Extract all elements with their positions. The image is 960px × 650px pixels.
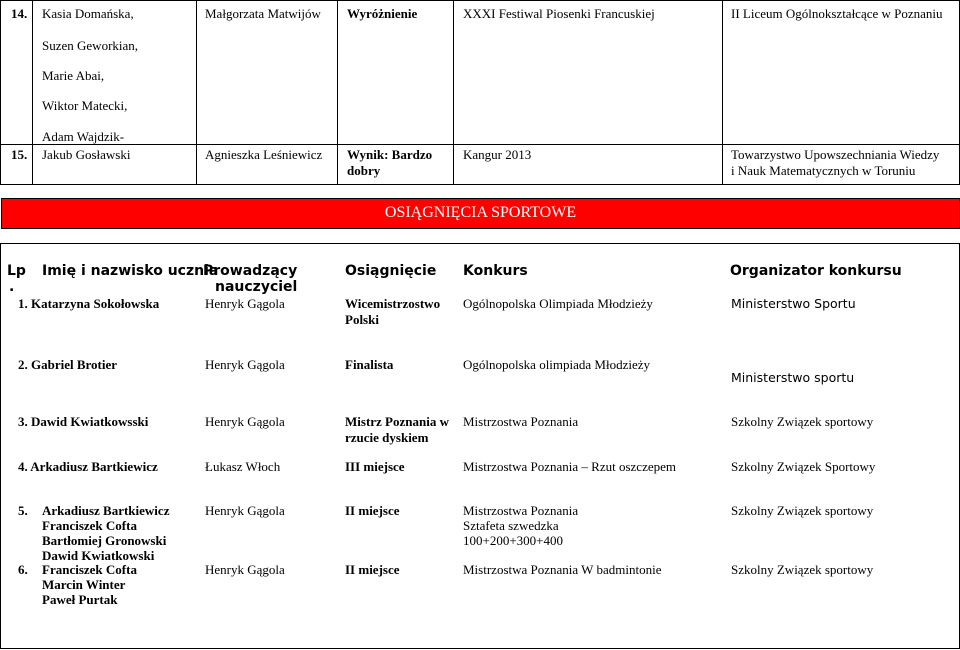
student-name: Arkadiusz Bartkiewicz [42, 503, 170, 518]
student-name: Adam Wajdzik- [42, 129, 125, 144]
header-result: Osiągnięcie [345, 263, 437, 279]
result: II miejsce [345, 503, 400, 518]
organizer: Szkolny Związek sportowy [731, 414, 874, 429]
result: III miejsce [345, 459, 405, 474]
teacher-name: Łukasz Włoch [205, 459, 281, 474]
teacher-name: Henryk Gągola [205, 503, 285, 518]
header-teacher: nauczyciel [215, 279, 298, 295]
contest: Sztafeta szwedzka [463, 518, 559, 533]
student-name: Marcin Winter [42, 577, 126, 592]
student-name: Paweł Purtak [42, 592, 118, 607]
contest: Mistrzostwa Poznania [463, 414, 579, 429]
organizer: Szkolny Związek sportowy [731, 562, 874, 577]
header-teacher: Prowadzący [203, 263, 298, 279]
header-organizer: Organizator konkursu [730, 263, 902, 279]
organizer: Ministerstwo Sportu [731, 296, 856, 311]
student-name: Suzen Geworkian, [42, 38, 139, 53]
lp-student: 4. Arkadiusz Bartkiewicz [18, 459, 158, 474]
contest: Mistrzostwa Poznania – Rzut oszczepem [463, 459, 676, 474]
teacher-name: Agnieszka Leśniewicz [205, 147, 323, 162]
section-banner [1, 198, 960, 229]
header-lp-dot: . [9, 279, 15, 295]
contest: Ogólnopolska olimpiada Młodzieży [463, 357, 651, 372]
result: Polski [345, 312, 379, 327]
row-lp: 14. [11, 6, 28, 21]
teacher-name: Henryk Gągola [205, 562, 285, 577]
student-name: Dawid Kwiatkowski [42, 548, 155, 563]
lp-student: 2. Gabriel Brotier [18, 357, 118, 372]
teacher-name: Henryk Gągola [205, 296, 285, 311]
teacher-name: Henryk Gągola [205, 357, 285, 372]
student-name: Franciszek Cofta [42, 562, 137, 577]
student-name: Jakub Gosławski [42, 147, 131, 162]
organizer: Towarzystwo Upowszechniania Wiedzy [731, 147, 940, 162]
result: Mistrz Poznania w [345, 414, 449, 429]
organizer: i Nauk Matematycznych w Toruniu [731, 163, 916, 178]
header-student: Imię i nazwisko ucznia [42, 263, 219, 279]
student-name: Kasia Domańska, [42, 6, 134, 21]
result: dobry [347, 163, 381, 178]
teacher-name: Małgorzata Matwijów [205, 6, 321, 21]
header-contest: Konkurs [463, 263, 528, 279]
student-name: Wiktor Matecki, [42, 98, 128, 113]
student-name: Bartłomiej Gronowski [42, 533, 167, 548]
row-lp: 15. [11, 147, 28, 162]
contest: Kangur 2013 [463, 147, 532, 162]
contest: 100+200+300+400 [463, 533, 563, 548]
contest: Ogólnopolska Olimpiada Młodzieży [463, 296, 653, 311]
lp-student: 3. Dawid Kwiatkowsski [18, 414, 149, 429]
student-name: Marie Abai, [42, 68, 105, 83]
result: rzucie dyskiem [345, 430, 429, 445]
organizer: II Liceum Ogólnokształcące w Poznaniu [731, 6, 943, 21]
organizer: Szkolny Związek Sportowy [731, 459, 876, 474]
result: Wicemistrzostwo [345, 296, 441, 311]
lp-student: 1. Katarzyna Sokołowska [18, 296, 160, 311]
contest: XXXI Festiwal Piosenki Francuskiej [463, 6, 655, 21]
organizer: Ministerstwo sportu [731, 370, 855, 385]
student-name: Franciszek Cofta [42, 518, 137, 533]
row-lp: 6. [18, 562, 28, 577]
row-lp: 5. [18, 503, 28, 518]
result: Finalista [345, 357, 394, 372]
organizer: Szkolny Związek sportowy [731, 503, 874, 518]
section-title: OSIĄGNIĘCIA SPORTOWE [384, 204, 577, 221]
header-lp: Lp [7, 263, 26, 279]
contest: Mistrzostwa Poznania [463, 503, 579, 518]
result: Wyróżnienie [347, 6, 418, 21]
result: II miejsce [345, 562, 400, 577]
teacher-name: Henryk Gągola [205, 414, 285, 429]
result: Wynik: Bardzo [347, 147, 433, 162]
contest: Mistrzostwa Poznania W badmintonie [463, 562, 662, 577]
